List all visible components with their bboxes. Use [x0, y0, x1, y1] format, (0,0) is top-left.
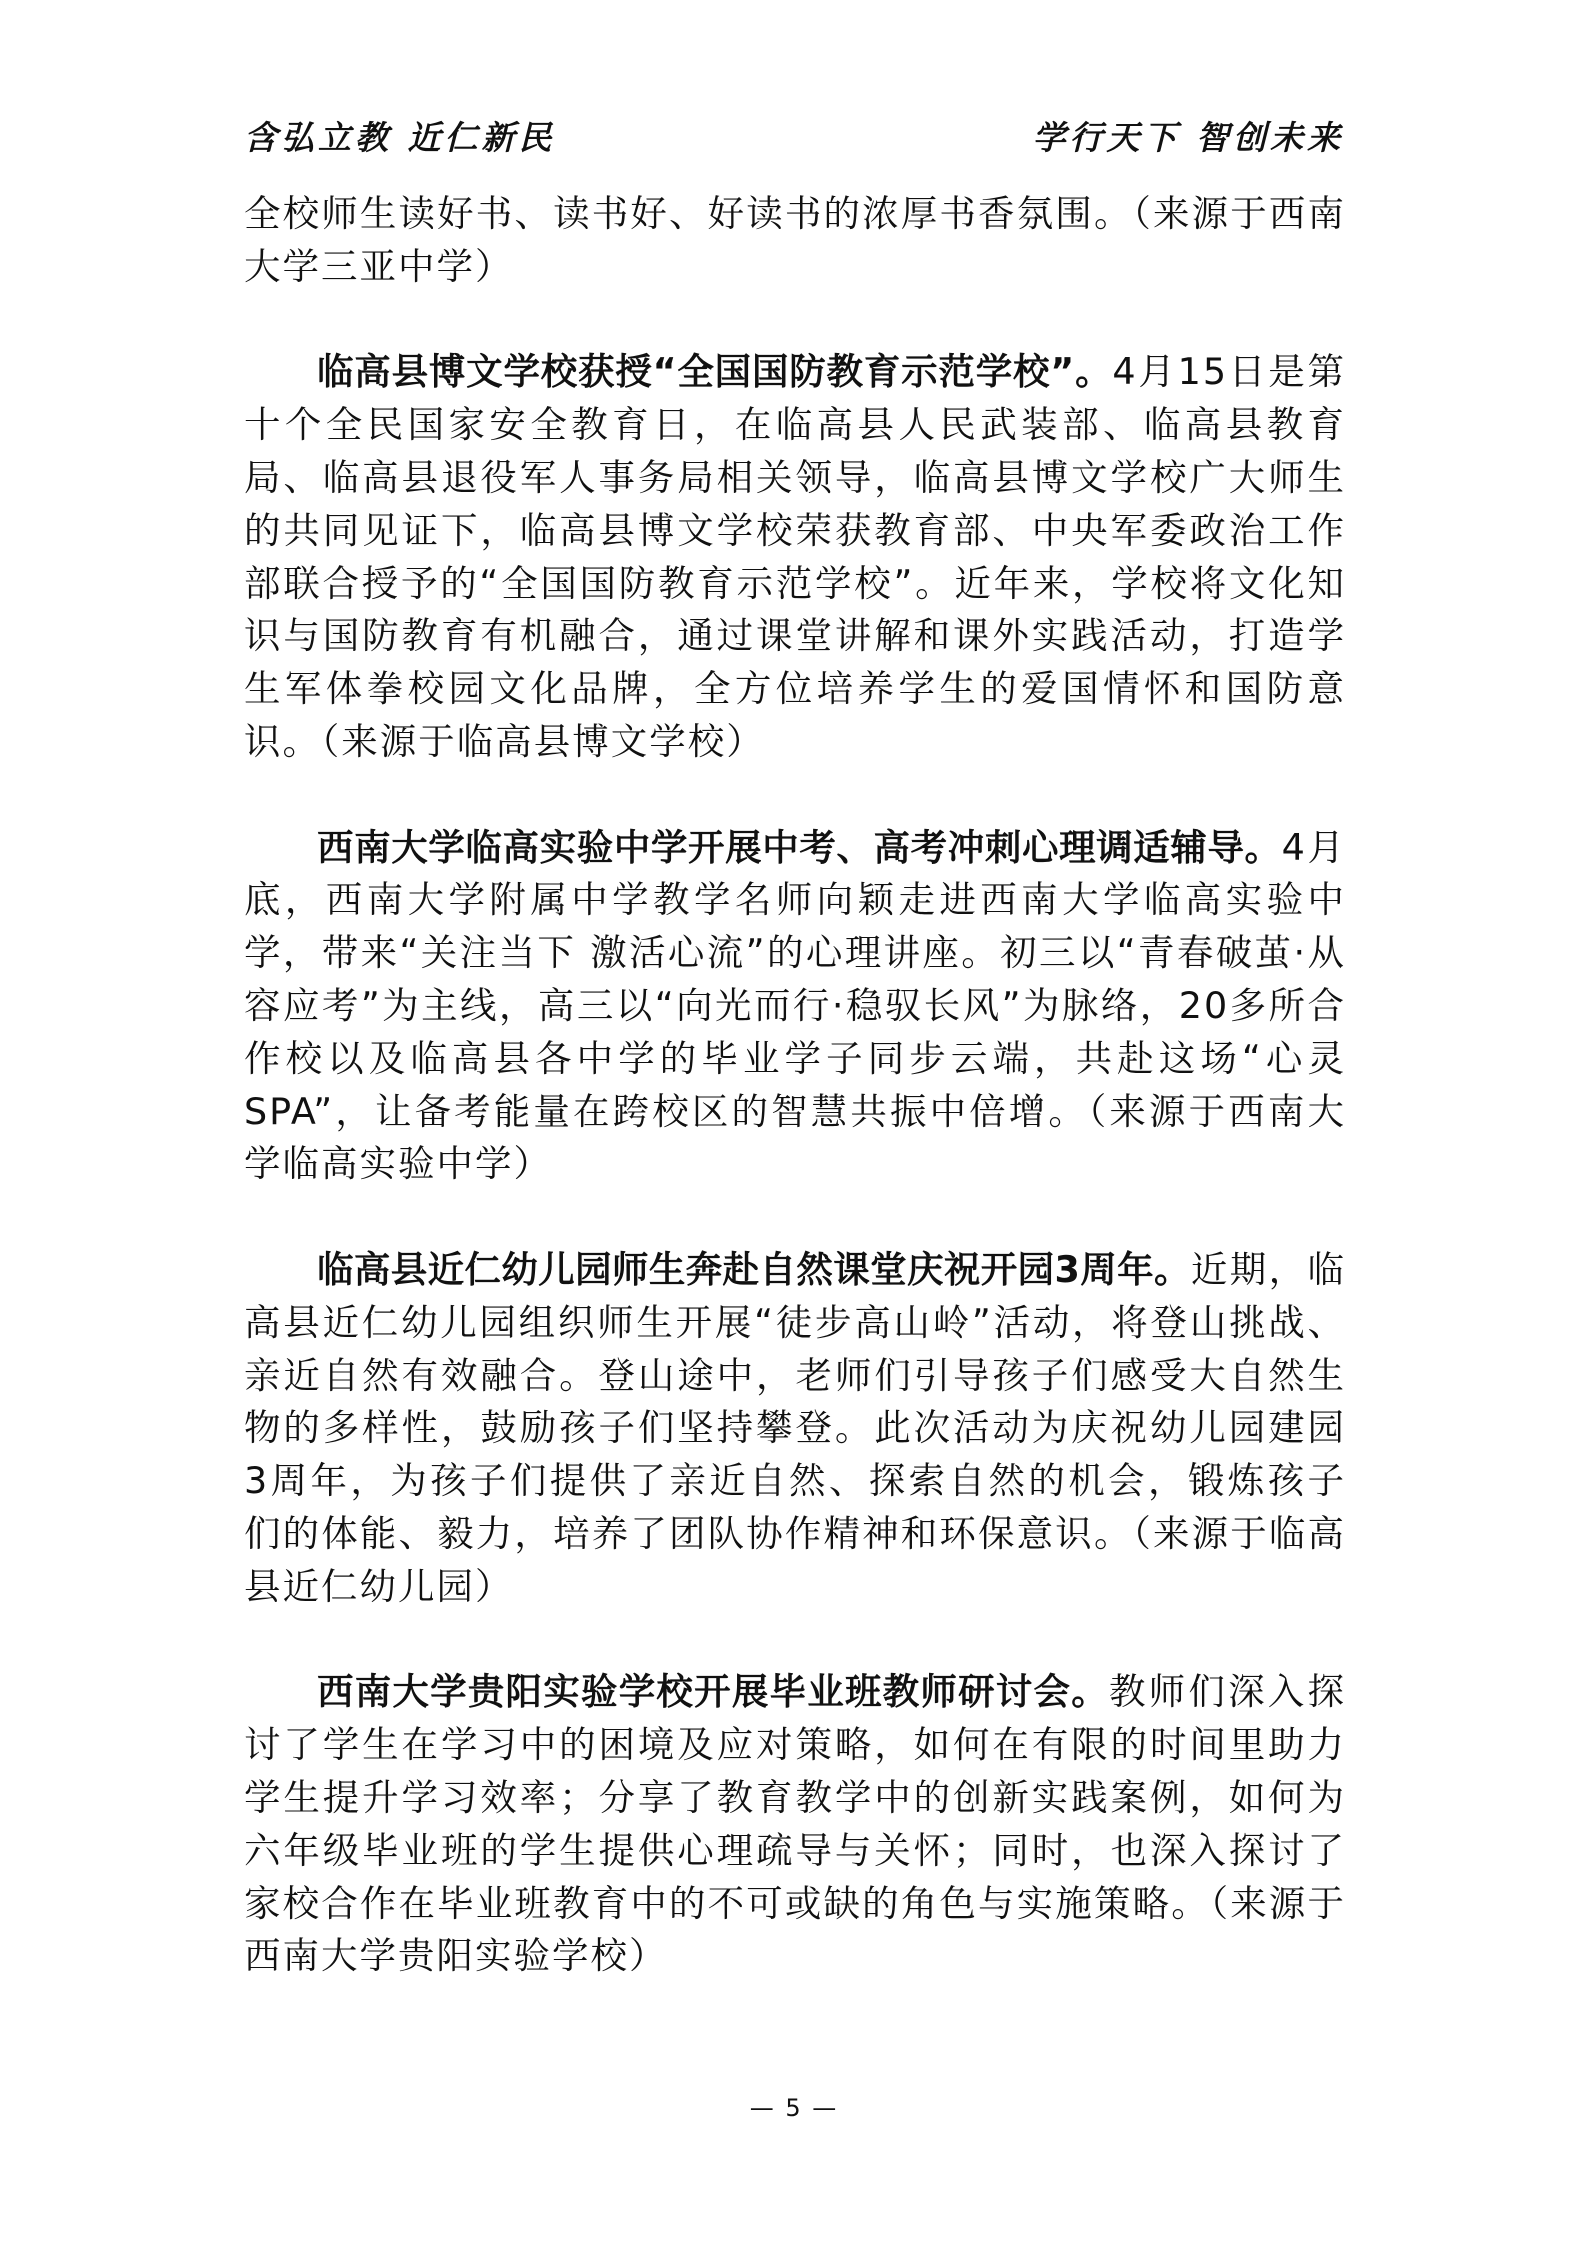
news-body: 教师们深入探讨了学生在学习中的困境及应对策略，如何在有限的时间里助力学生提升学习效率；分享了教育教学中的创新实践案例，如何为六年级毕业班的学生提供心理疏导与关怀；同时，也深入探讨了家校合作在毕业班教育中的不可或缺的角色与实施策略。（来源于西南大学贵阳实验学校）	[244, 1670, 1347, 1978]
news-headline: 西南大学贵阳实验学校开展毕业班教师研讨会。	[317, 1670, 1109, 1714]
news-body: 近期，临高县近仁幼儿园组织师生开展“徒步高山岭”活动，将登山挑战、亲近自然有效融合。登山途中，老师们引导孩子们感受大自然生物的多样性，鼓励孩子们坚持攀登。此次活动为庆祝幼儿园建园3周年，为孩子们提供了亲近自然、探索自然的机会，锻炼孩子们的体能、毅力，培养了团队协作精神和环保意识。（来源于临高县近仁幼儿园）	[244, 1247, 1346, 1608]
lead-paragraph: 全校师生读好书、读书好、好读书的浓厚书香氛围。（来源于西南大学三亚中学）	[244, 192, 1346, 288]
header-motto-right: 学行天下 智创未来	[1032, 118, 1344, 157]
news-item	[244, 822, 1346, 1192]
news-body: 4月底，西南大学附属中学教学名师向颖走进西南大学临高实验中学，带来“关注当下 激活心流”的心理讲座。初三以“青春破茧·从容应考”为主线，高三以“向光而行·稳驭长风”为脉络，20多所合作校以及临高县各中学的毕业学子同步云端，共赴这场“心灵SPA”，让备考能量在跨校区的智慧共振中倍增。（来源于西南大学临高实验中学）	[244, 825, 1346, 1186]
page-header	[244, 112, 1344, 162]
news-body: 4月15日是第十个全民国家安全教育日，在临高县人民武装部、临高县教育局、临高县退役军人事务局相关领导，临高县博文学校广大师生的共同见证下，临高县博文学校荣获教育部、中央军委政治工作部联合授予的“全国国防教育示范学校”。近年来，学校将文化知识与国防教育有机融合，通过课堂讲解和课外实践活动，打造学生军体拳校园文化品牌，全方位培养学生的爱国情怀和国防意识。（来源于临高县博文学校）	[244, 350, 1346, 763]
news-headline: 临高县博文学校获授“全国国防教育示范学校”。	[317, 350, 1113, 394]
news-headline: 临高县近仁幼儿园师生奔赴自然课堂庆祝开园3周年。	[317, 1247, 1191, 1291]
header-motto-left: 含弘立教 近仁新民	[244, 118, 556, 157]
page-content	[244, 188, 1346, 2036]
page-number: — 5 —	[749, 2094, 839, 2122]
news-headline: 西南大学临高实验中学开展中考、高考冲刺心理调适辅导。	[317, 825, 1282, 869]
news-item	[244, 346, 1346, 768]
news-item	[244, 1244, 1346, 1614]
news-item	[244, 1666, 1346, 1983]
